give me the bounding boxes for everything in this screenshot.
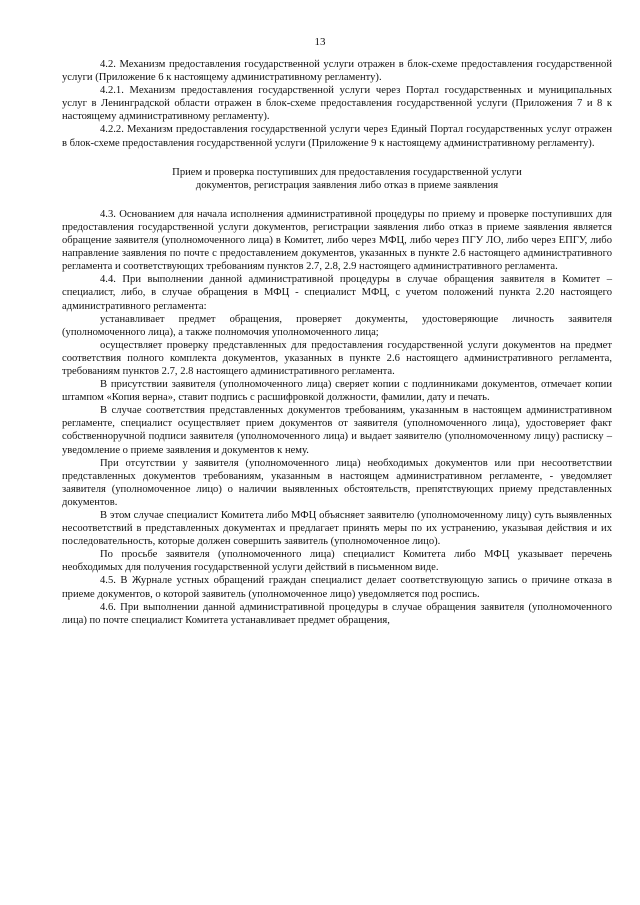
paragraph-missing-documents: При отсутствии у заявителя (уполномоченного лица) необходимых документов или при несоответствии представленных документов требованиям, указанным в настоящем административном регламенте, - уведомляет заявителя (уполномоченное лицо) о наличии выявленных обстоятельств, препятствующих приему представленных документов. [62, 457, 612, 508]
section-heading-line-1: Прием и проверка поступивших для предоставления государственной услуги [172, 166, 522, 178]
page-number: 13 [314, 36, 326, 48]
paragraph-4-2-2: 4.2.2. Механизм предоставления государственной услуги через Единый Портал государственных услуг отражен в блок-схеме предоставления государственной услуги (Приложение 9 к настоящему административному регламенту). [62, 124, 612, 149]
paragraph-establishes-subject: устанавливает предмет обращения, проверяет документы, удостоверяющие личность заявителя (уполномоченного лица), а также полномочия уполномоченного лица; [62, 313, 612, 338]
paragraph-4-5: 4.5. В Журнале устных обращений граждан специалист делает соответствующую запись о причине отказа в приеме документов, о которой заявитель (уполномоченное лицо) уведомляется под роспись. [62, 575, 612, 600]
paragraph-documents-accepted: В случае соответствия представленных документов требованиям, указанным в настоящем административном регламенте, специалист осуществляет прием документов от заявителя (уполномоченного лица), удостоверяет факт собственноручной подписи заявителя (уполномоченного лица) и выдает заявителю (уполномоченному лицу) расписку – уведомление о приеме заявления и документов к нему. [62, 405, 612, 456]
paragraph-copies-verification: В присутствии заявителя (уполномоченного лица) сверяет копии с подлинниками документов, отмечает копии штампом «Копия верна», ставит подпись с расшифровкой должности, фамилии, дату и печать. [62, 379, 612, 404]
paragraph-written-list: По просьбе заявителя (уполномоченного лица) специалист Комитета либо МФЦ указывает перечень необходимых для получения государственной услуги действий в письменном виде. [62, 549, 612, 574]
paragraph-4-3: 4.3. Основанием для начала исполнения административной процедуры по приему и проверке поступивших для предоставления государственной услуги документов, регистрации заявления либо отказ в приеме заявления является обращение заявителя (уполномоченного лица) в Комитет, либо через МФЦ, либо через ПГУ ЛО, либо через ЕПГУ, либо направление заявления по почте с предоставлением документов, указанных в пункте 2.6 настоящего административного регламента и соответствующих требованиям пунктов 2.7, 2.8, 2.9 настоящего административного регламента. [62, 208, 612, 273]
paragraph-4-2-1: 4.2.1. Механизм предоставления государственной услуги через Портал государственных и муниципальных услуг в Ленинградской области отражен в блок-схеме предоставления государственной услуги (Приложения 7 и 8 к настоящему административному регламенту). [62, 85, 612, 123]
document-body [62, 58, 612, 627]
section-heading [62, 166, 612, 192]
paragraph-checks-documents: осуществляет проверку представленных для предоставления государственной услуги документов на предмет соответствия полного комплекта документов, указанных в пункте 2.6 настоящего административного регламента, требованиям пунктов 2.7, 2.8 настоящего административного регламента. [62, 339, 612, 377]
paragraph-4-6: 4.6. При выполнении данной административной процедуры в случае обращения заявителя (уполномоченного лица) по почте специалист Комитета устанавливает предмет обращения, [62, 601, 612, 626]
paragraph-4-2: 4.2. Механизм предоставления государственной услуги отражен в блок-схеме предоставления государственной услуги (Приложение 6 к настоящему административному регламенту). [62, 59, 612, 84]
section-heading-line-2: документов, регистрация заявления либо отказ в приеме заявления [195, 179, 499, 191]
paragraph-explains-discrepancies: В этом случае специалист Комитета либо МФЦ объясняет заявителю (уполномоченному лицу) суть выявленных несоответствий в представленных документах и предлагает принять меры по их устранению, указывая действия и их последовательность, которые должен совершить заявитель (уполномоченное лицо). [62, 510, 612, 548]
paragraph-4-4: 4.4. При выполнении данной административной процедуры в случае обращения заявителя в Комитет – специалист, либо, в случае обращения в МФЦ - специалист МФЦ, с учетом положений пункта 2.20 настоящего административного регламента: [62, 274, 612, 312]
